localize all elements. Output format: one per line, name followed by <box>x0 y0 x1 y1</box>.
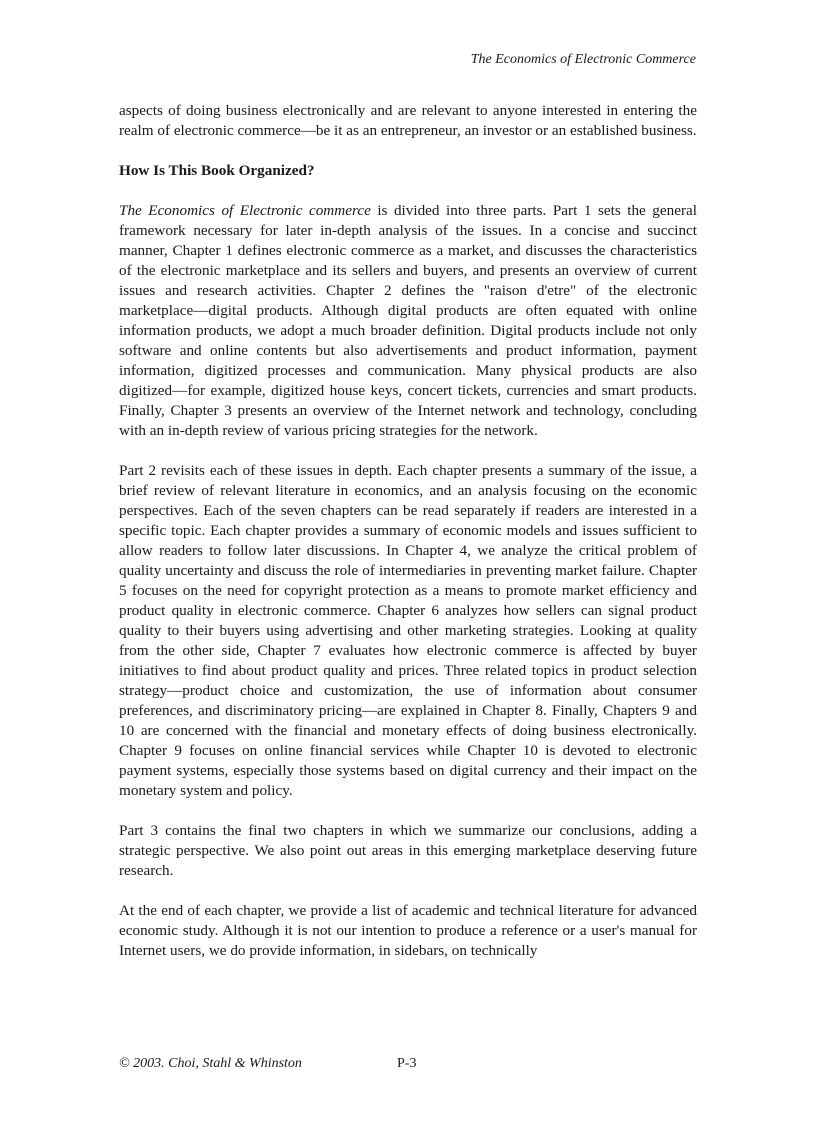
footer-copyright: © 2003. Choi, Stahl & Whinston <box>119 1056 302 1071</box>
part1-paragraph <box>119 201 697 441</box>
page-number: P-3 <box>397 1056 417 1071</box>
section-heading: How Is This Book Organized? <box>119 162 315 179</box>
body-text <box>119 101 697 981</box>
book-title: The Economics of Electronic commerce <box>119 202 371 219</box>
part1-text: is divided into three parts. Part 1 sets the general framework necessary for later in-depth analysis of the issues. In a concise and succinct manner, Chapter 1 defines electronic commerce as a market, and discusses the characteristics of the electronic marketplace and its sellers and buyers, and presents an overview of current issues and research activities. Chapter 2 defines the "raison d'etre" of the electronic marketplace—digital products. Although digital products are often equated with online information products, we adopt a much broader definition. Digital products include not only software and online contents but also advertisements and product information, payment information, digitized processes and communication. Many physical products are also digitized—for example, digitized house keys, concert tickets, currencies and smart products. Finally, Chapter 3 presents an overview of the Internet network and technology, concluding with an in-depth review of various pricing strategies for the network. <box>119 202 697 439</box>
part3-paragraph: Part 3 contains the final two chapters in which we summarize our conclusions, adding a strategic perspective. We also point out areas in this emerging marketplace deserving future research. <box>119 822 697 879</box>
intro-paragraph: aspects of doing business electronically and are relevant to anyone interested in entering the realm of electronic commerce—be it as an entrepreneur, an investor or an established business. <box>119 102 697 139</box>
part2-paragraph: Part 2 revisits each of these issues in depth. Each chapter presents a summary of the issue, a brief review of relevant literature in economics, and an analysis focusing on the economic perspectives. Each of the seven chapters can be read separately if readers are interested in a specific topic. Each chapter provides a summary of economic models and issues sufficient to allow readers to follow later discussions. In Chapter 4, we analyze the critical problem of quality uncertainty and discuss the role of intermediaries in preventing market failure. Chapter 5 focuses on the need for copyright protection as a means to promote market efficiency and product quality in electronic commerce. Chapter 6 analyzes how sellers can signal product quality to their buyers using advertising and other marketing strategies. Looking at quality from the other side, Chapter 7 evaluates how electronic commerce is affected by buyer initiatives to find about product quality and prices. Three related topics in product selection strategy—product choice and customization, the use of information about consumer preferences, and discriminatory pricing—are explained in Chapter 8. Finally, Chapters 9 and 10 are concerned with the financial and monetary effects of doing business electronically. Chapter 9 focuses on online financial services while Chapter 10 is devoted to electronic payment systems, especially those systems based on digital currency and their impact on the monetary system and policy. <box>119 462 697 799</box>
closing-paragraph: At the end of each chapter, we provide a list of academic and technical literature for advanced economic study. Although it is not our intention to produce a reference or a user's manual for Internet users, we do provide information, in sidebars, on technically <box>119 902 697 959</box>
running-header: The Economics of Electronic Commerce <box>470 52 696 67</box>
